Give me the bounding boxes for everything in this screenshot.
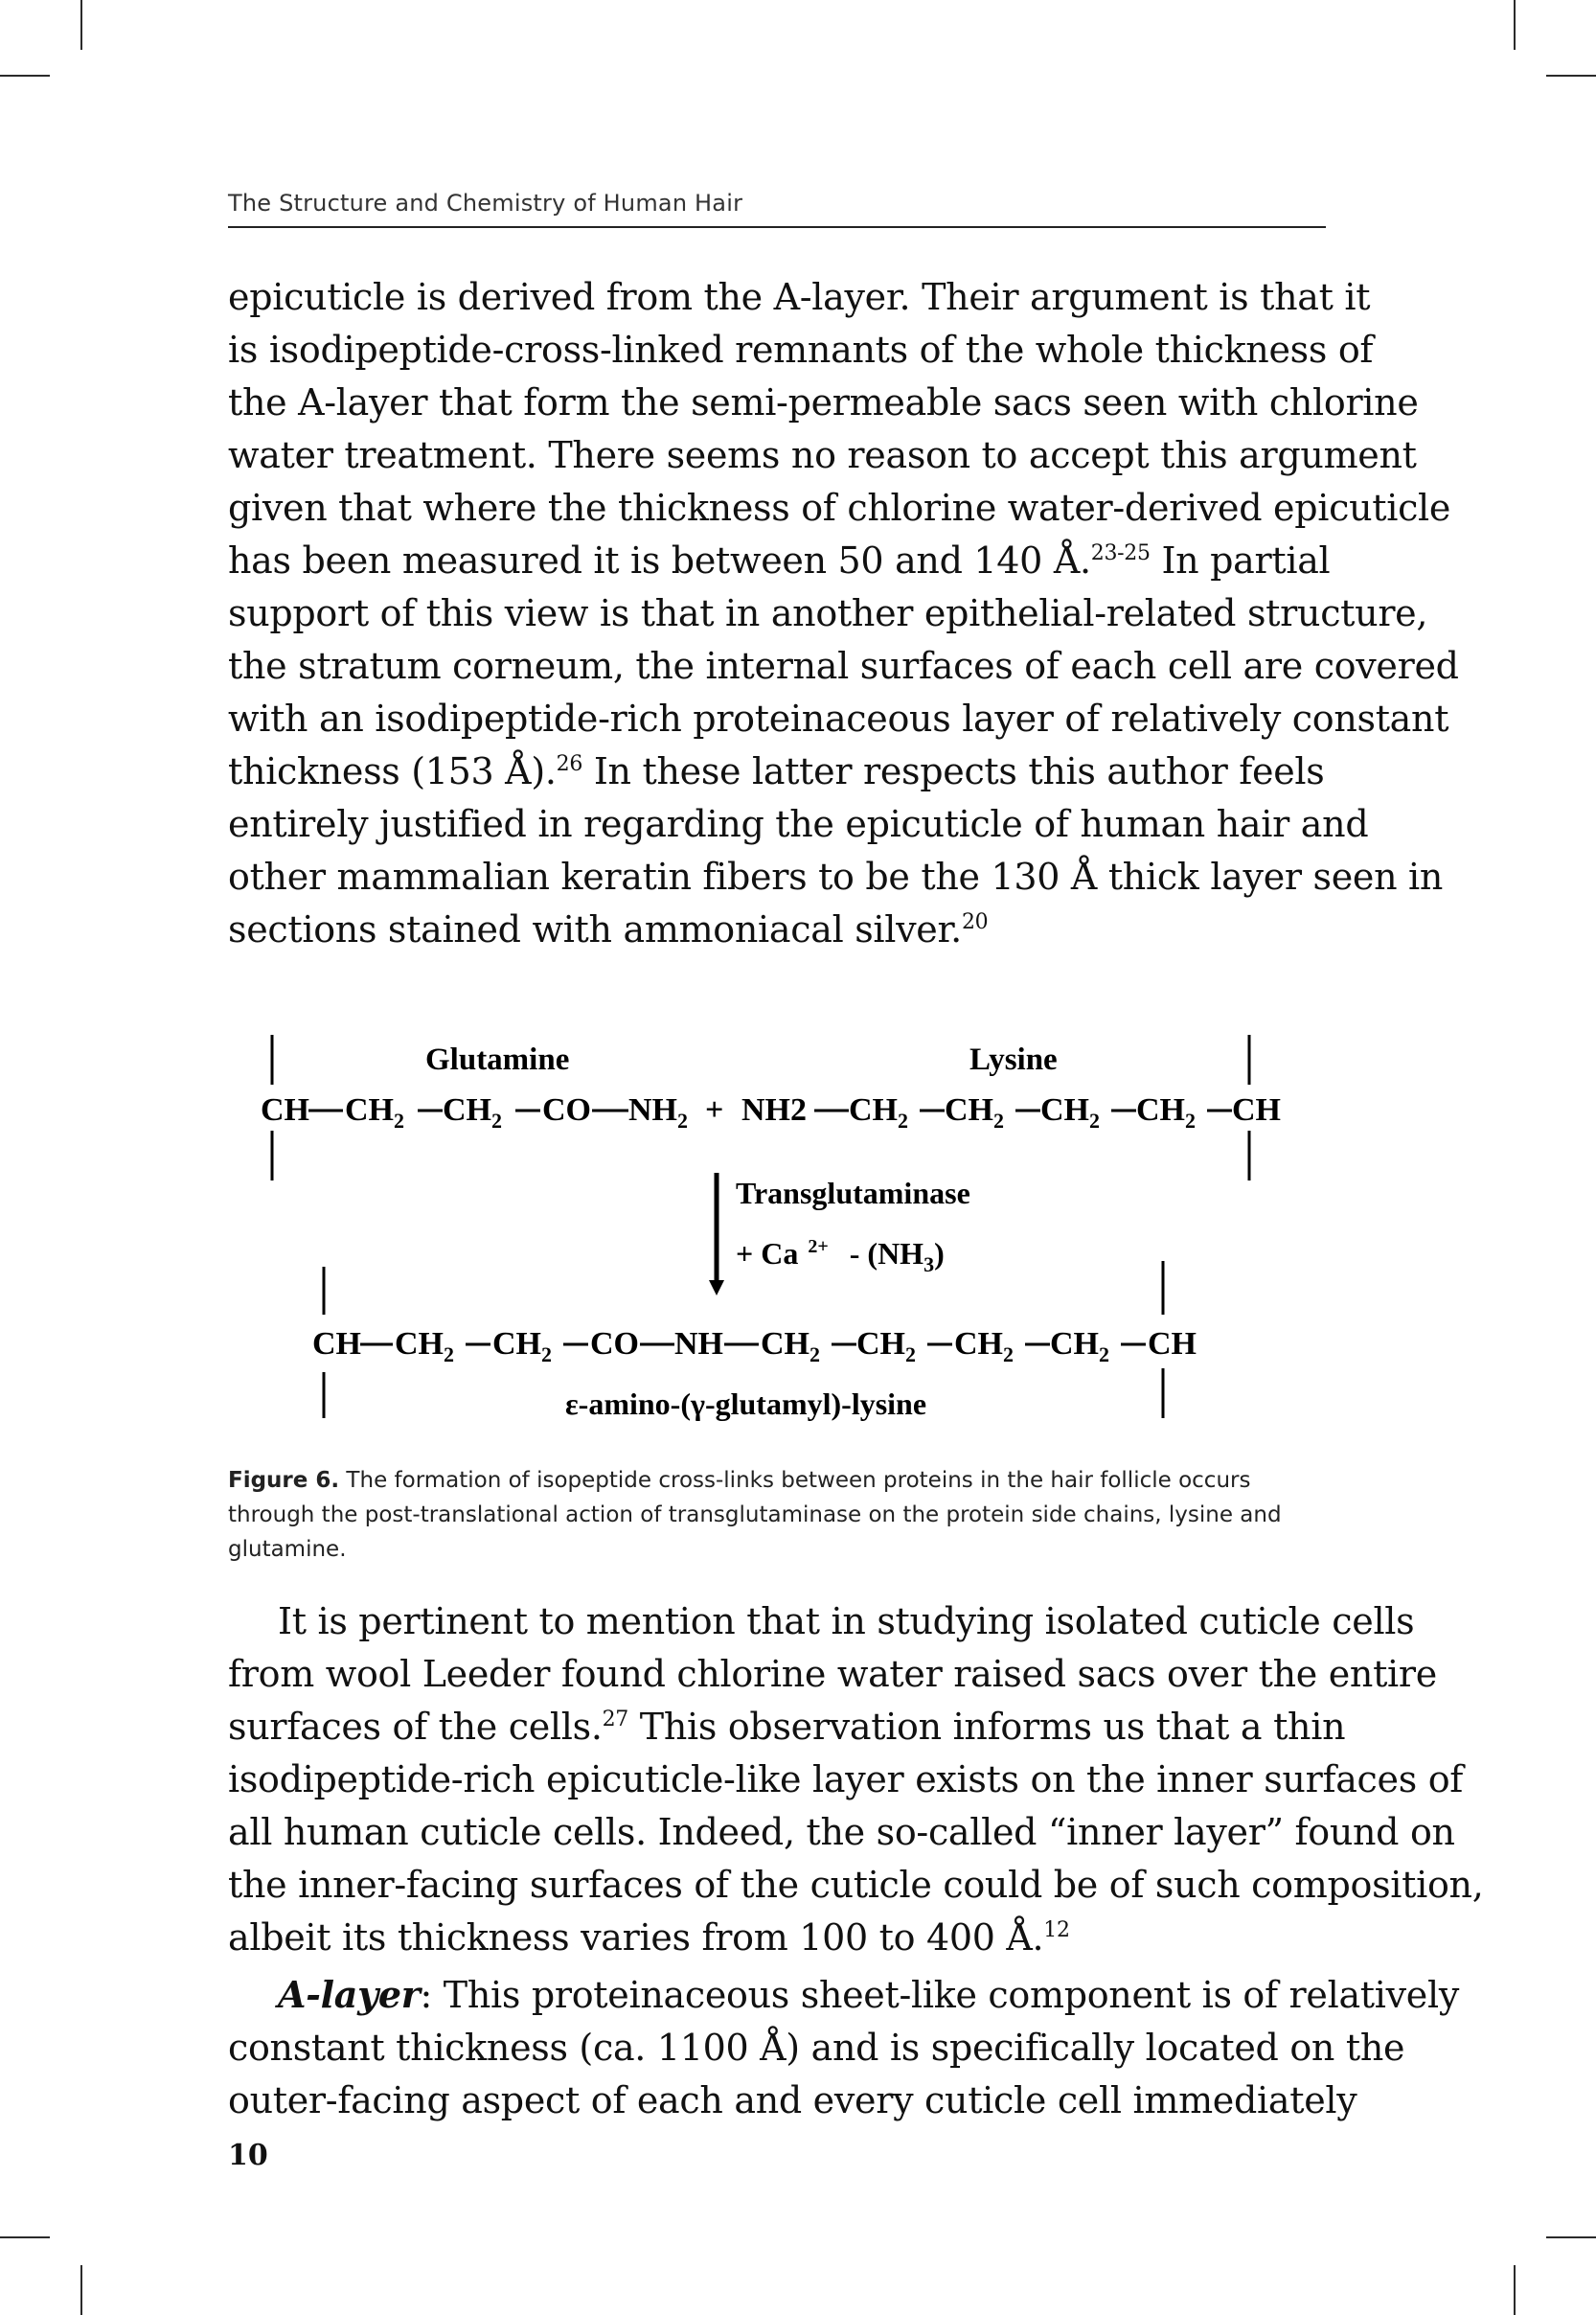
formula-atom: CH — [312, 1326, 361, 1362]
text-run: In these latter respects this author feels — [582, 750, 1325, 792]
reactants-formula — [261, 1092, 1281, 1133]
svg-text:+ — [705, 1092, 723, 1128]
formula-subscript: 2 — [905, 1342, 916, 1366]
crop-mark — [1514, 0, 1516, 50]
text-run: thickness (153 Å). — [228, 750, 557, 792]
text-line: other mammalian keratin fibers to be the 130 Å thick layer seen in — [228, 856, 1444, 898]
formula-subscript: 2 — [444, 1342, 454, 1366]
formula-subscript: 2 — [1099, 1342, 1109, 1366]
text-line: from wool Leeder found chlorine water raised sacs over the entire — [228, 1653, 1437, 1695]
caption-label: Figure 6. — [228, 1468, 340, 1493]
svg-text:CH2 — [443, 1092, 502, 1133]
paragraph-1 — [228, 271, 1459, 956]
formula-atom: CH — [395, 1326, 444, 1362]
text-line: support of this view is that in another epithelial-related structure, — [228, 592, 1428, 634]
header-rule — [228, 226, 1326, 228]
citation-superscript: 27 — [602, 1708, 629, 1731]
formula-atom: CH — [1232, 1092, 1281, 1128]
text-line: given that where the thickness of chlorine water-derived epicuticle — [228, 487, 1451, 529]
citation-superscript: 23-25 — [1090, 541, 1151, 565]
formula-atom: CH — [345, 1092, 394, 1128]
formula-atom: CH — [1050, 1326, 1099, 1362]
svg-text:CH2 — [1136, 1092, 1196, 1133]
formula-subscript: 2 — [1089, 1109, 1100, 1133]
formula-atom: CH — [1040, 1092, 1089, 1128]
text-line: with an isodipeptide-rich proteinaceous layer of relatively constant — [228, 698, 1449, 740]
formula-subscript: 2 — [677, 1109, 688, 1133]
formula-subscript: 2 — [993, 1109, 1004, 1133]
text-line: constant thickness (ca. 1100 Å) and is specifically located on the — [228, 2027, 1405, 2069]
paragraph-2 — [228, 1595, 1484, 1964]
formula-subscript: 2 — [898, 1109, 908, 1133]
crop-mark — [0, 2236, 50, 2238]
formula-atom: CH — [1136, 1092, 1185, 1128]
formula-subscript: 2 — [394, 1109, 404, 1133]
text-line: the A-layer that form the semi-permeable sacs seen with chlorine — [228, 381, 1419, 424]
formula-atom: NH2 — [741, 1092, 807, 1128]
reaction-figure — [228, 1016, 1326, 1437]
formula-atom: CH — [492, 1326, 541, 1362]
formula-atom: CH — [761, 1326, 809, 1362]
formula-atom: CO — [590, 1326, 639, 1362]
text-line — [228, 904, 1339, 956]
figure-caption — [228, 1463, 1326, 1567]
crop-mark — [1514, 2265, 1516, 2315]
text-line: all human cuticle cells. Indeed, the so-called “inner layer” found on — [228, 1811, 1455, 1853]
svg-text:CH2 — [761, 1326, 820, 1366]
text-run: albeit its thickness varies from 100 to 400 Å. — [228, 1916, 1044, 1959]
text-line: entirely justified in regarding the epicuticle of human hair and — [228, 803, 1369, 845]
text-run: : This proteinaceous sheet-like component is of relatively — [420, 1974, 1460, 2016]
formula-subscript: 2 — [1003, 1342, 1014, 1366]
svg-text:CH — [312, 1326, 361, 1362]
svg-text:CH — [261, 1092, 309, 1128]
text-line: epicuticle is derived from the A-layer. Their argument is that it — [228, 276, 1371, 318]
formula-atom: CH — [945, 1092, 993, 1128]
text-line: It is pertinent to mention that in studying isolated cuticle cells — [278, 1600, 1415, 1642]
svg-text:NH2 — [741, 1092, 807, 1128]
cofactor-label: + Ca $^{2+} - (NH_3)$ — [736, 1236, 945, 1276]
formula-atom: CH — [261, 1092, 309, 1128]
formula-atom: NH — [628, 1092, 677, 1128]
crop-mark — [1546, 2236, 1596, 2238]
svg-text:CH2 — [849, 1092, 908, 1133]
formula-atom: CH — [1148, 1326, 1197, 1362]
text-line: the stratum corneum, the internal surfaces of each cell are covered — [228, 645, 1459, 687]
svg-text:CH2 — [395, 1326, 454, 1366]
lysine-label: Lysine — [969, 1043, 1058, 1077]
svg-text:NH2 — [628, 1092, 688, 1133]
text-run: surfaces of the cells. — [228, 1706, 603, 1748]
text-line — [228, 1701, 1346, 1753]
svg-text:CH2 — [345, 1092, 404, 1133]
running-head: The Structure and Chemistry of Human Hair — [228, 190, 743, 217]
crop-mark — [1546, 75, 1596, 77]
svg-text:CH2 — [954, 1326, 1014, 1366]
svg-text:CH2 — [1040, 1092, 1100, 1133]
crop-mark — [0, 75, 50, 77]
svg-text:CH2 — [856, 1326, 916, 1366]
text-line — [228, 745, 1339, 798]
svg-text:CH2 — [945, 1092, 1004, 1133]
plus-sign: + — [705, 1092, 724, 1128]
formula-atom: CH — [443, 1092, 491, 1128]
svg-text:CH2 — [1050, 1326, 1109, 1366]
text-line: isodipeptide-rich epicuticle-like layer exists on the inner surfaces of — [228, 1758, 1464, 1800]
text-run: sections stained with ammoniacal silver. — [228, 908, 962, 951]
formula-atom: CH — [954, 1326, 1003, 1362]
formula-atom: CH — [856, 1326, 905, 1362]
formula-atom: CO — [542, 1092, 591, 1128]
svg-text:CH2 — [492, 1326, 552, 1366]
term-a-layer: A-layer — [278, 1973, 421, 2016]
text-line: water treatment. There seems no reason to accept this argument — [228, 434, 1417, 476]
reaction-arrow — [709, 1173, 724, 1295]
text-line: the inner-facing surfaces of the cuticle could be of such composition, — [228, 1864, 1484, 1906]
text-line — [228, 1912, 1339, 1964]
caption-text: The formation of isopeptide cross-links between proteins in the hair follicle occurs through the post-translational action of transglutaminase on the protein side chains, lysine and glutamine. — [228, 1468, 1282, 1562]
text-line — [228, 535, 1339, 587]
svg-text:CH — [1148, 1326, 1197, 1362]
reaction-scheme — [228, 1016, 1326, 1437]
glutamine-label: Glutamine — [425, 1043, 570, 1077]
formula-atom: CH — [849, 1092, 898, 1128]
formula-atom: NH — [674, 1326, 723, 1362]
text-run: has been measured it is between 50 and 140 Å. — [228, 539, 1091, 582]
text-run: This observation informs us that a thin — [628, 1706, 1346, 1748]
citation-superscript: 12 — [1043, 1918, 1070, 1942]
text-line: outer-facing aspect of each and every cuticle cell immediately — [228, 2079, 1357, 2121]
product-label: ε-amino-(γ-glutamyl)-lysine — [565, 1387, 927, 1421]
page-number: 10 — [228, 2139, 268, 2172]
crop-mark — [80, 2265, 82, 2315]
product-formula — [312, 1326, 1197, 1366]
citation-superscript: 20 — [961, 910, 989, 934]
svg-text:NH — [674, 1326, 723, 1362]
crop-mark — [80, 0, 82, 50]
text-run: In partial — [1150, 539, 1331, 582]
text-line — [228, 1968, 1460, 2022]
svg-text:CO — [542, 1092, 591, 1128]
formula-subscript: 2 — [541, 1342, 552, 1366]
text-line: is isodipeptide-cross-linked remnants of the whole thickness of — [228, 329, 1374, 371]
formula-subscript: 2 — [1185, 1109, 1196, 1133]
formula-subscript: 2 — [809, 1342, 820, 1366]
svg-text:CH — [1232, 1092, 1281, 1128]
enzyme-label: Transglutaminase — [736, 1176, 970, 1210]
citation-superscript: 26 — [556, 752, 583, 776]
formula-subscript: 2 — [491, 1109, 502, 1133]
svg-text:CO — [590, 1326, 639, 1362]
paragraph-3 — [228, 1968, 1460, 2127]
